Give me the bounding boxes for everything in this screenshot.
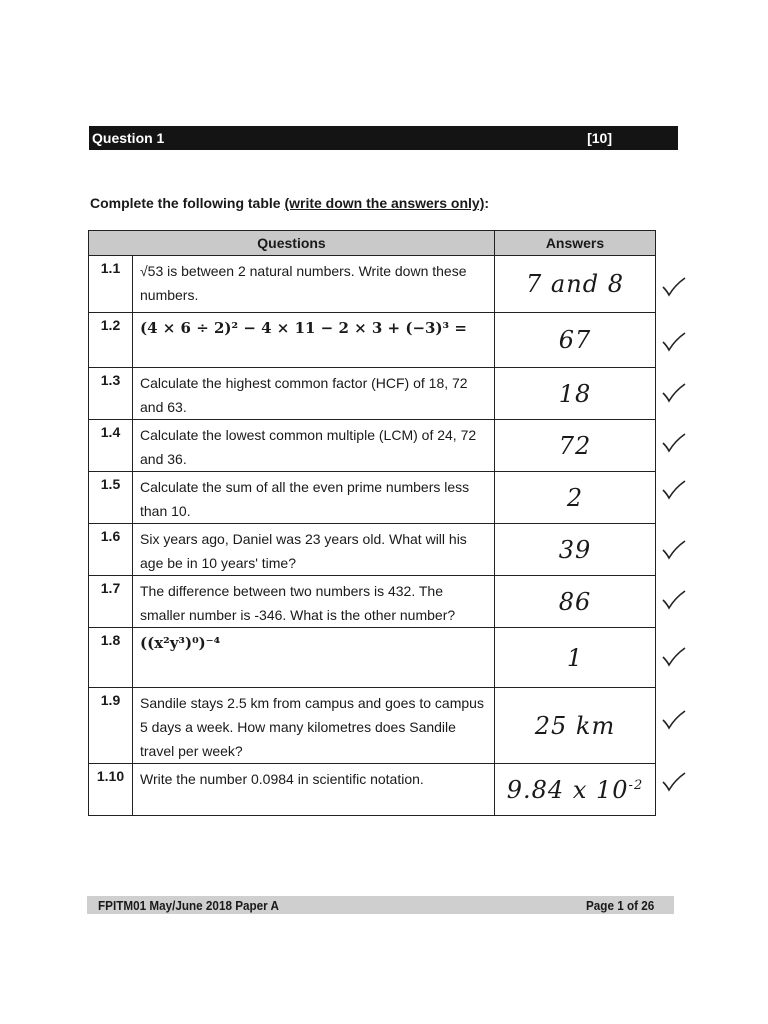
table-row: [89, 576, 656, 628]
question-text: Sandile stays 2.5 km from campus and goes to campus 5 days a week. How many kilometres does Sandile travel per week?: [133, 688, 495, 764]
question-text: Write the number 0.0984 in scientific notation.: [133, 764, 495, 816]
handwritten-answer: 72: [558, 431, 592, 460]
tick-mark-icon: [661, 433, 687, 453]
question-text: The difference between two numbers is 432. The smaller number is -346. What is the other number?: [133, 576, 495, 628]
question-number: 1.7: [89, 576, 133, 628]
tick-mark-icon: [661, 480, 687, 500]
table-row: [89, 256, 656, 313]
table-row: [89, 313, 656, 368]
table-row: [89, 420, 656, 472]
question-number: 1.4: [89, 420, 133, 472]
question-number: 1.6: [89, 524, 133, 576]
tick-mark-icon: [661, 590, 687, 610]
answer-cell: [495, 628, 656, 688]
footer-page-number: Page 1 of 26: [586, 897, 655, 913]
answer-cell: [495, 576, 656, 628]
questions-header: Questions: [89, 231, 495, 256]
question-number: 1.2: [89, 313, 133, 368]
question-text: (4 × 6 ÷ 2)² − 4 × 11 − 2 × 3 + (−3)³ =: [133, 313, 495, 368]
question-number: 1.3: [89, 368, 133, 420]
answers-header: Answers: [495, 231, 656, 256]
question-number: 1.8: [89, 628, 133, 688]
question-number: 1.1: [89, 256, 133, 313]
answer-cell: [495, 688, 656, 764]
answer-cell: [495, 313, 656, 368]
footer-paper-code: FPITM01 May/June 2018 Paper A: [98, 897, 279, 913]
instruction-suffix: :: [484, 195, 490, 211]
instruction-underlined: (write down the answers only): [284, 195, 485, 211]
question-text: √53 is between 2 natural numbers. Write down these numbers.: [133, 256, 495, 313]
question-text: Calculate the lowest common multiple (LCM) of 24, 72 and 36.: [133, 420, 495, 472]
question-header-bar: [89, 126, 678, 150]
page-footer: [87, 896, 674, 914]
instruction-prefix: Complete the following table: [90, 195, 285, 211]
handwritten-answer: 39: [558, 535, 592, 564]
tick-mark-icon: [661, 383, 687, 403]
question-number: 1.9: [89, 688, 133, 764]
answer-cell: [495, 472, 656, 524]
answer-cell: [495, 524, 656, 576]
handwritten-answer: 2: [566, 483, 584, 512]
question-number: 1.10: [89, 764, 133, 816]
table-row: [89, 628, 656, 688]
handwritten-answer: [507, 776, 643, 804]
answer-mantissa: 9.84 x 10: [506, 775, 629, 804]
answer-cell: [495, 764, 656, 816]
question-text: ((x²y³)⁰)⁻⁴: [133, 628, 495, 688]
handwritten-answer: 25 km: [534, 711, 616, 740]
instruction-text: [90, 195, 489, 211]
handwritten-answer: 86: [558, 587, 592, 616]
tick-mark-icon: [661, 772, 687, 792]
answer-cell: [495, 368, 656, 420]
handwritten-answer: 1: [566, 643, 584, 672]
questions-table: [88, 230, 656, 816]
handwritten-answer: 18: [558, 379, 592, 408]
tick-mark-icon: [661, 647, 687, 667]
tick-mark-icon: [661, 277, 687, 297]
table-row: [89, 524, 656, 576]
question-text: Six years ago, Daniel was 23 years old. What will his age be in 10 years' time?: [133, 524, 495, 576]
answer-cell: [495, 256, 656, 313]
table-header-row: [89, 231, 656, 256]
tick-mark-icon: [661, 540, 687, 560]
table-row: [89, 764, 656, 816]
handwritten-answer: 67: [558, 326, 592, 354]
question-marks: [10]: [587, 130, 612, 146]
table-row: [89, 472, 656, 524]
answer-exponent: -2: [628, 777, 644, 793]
marking-ticks: [655, 0, 695, 1024]
question-number: 1.5: [89, 472, 133, 524]
tick-mark-icon: [661, 710, 687, 730]
table-row: [89, 688, 656, 764]
answer-cell: [495, 420, 656, 472]
question-text: Calculate the highest common factor (HCF) of 18, 72 and 63.: [133, 368, 495, 420]
question-text: Calculate the sum of all the even prime numbers less than 10.: [133, 472, 495, 524]
tick-mark-icon: [661, 332, 687, 352]
table-row: [89, 368, 656, 420]
question-title: Question 1: [92, 130, 165, 146]
handwritten-answer: 7 and 8: [526, 270, 624, 298]
